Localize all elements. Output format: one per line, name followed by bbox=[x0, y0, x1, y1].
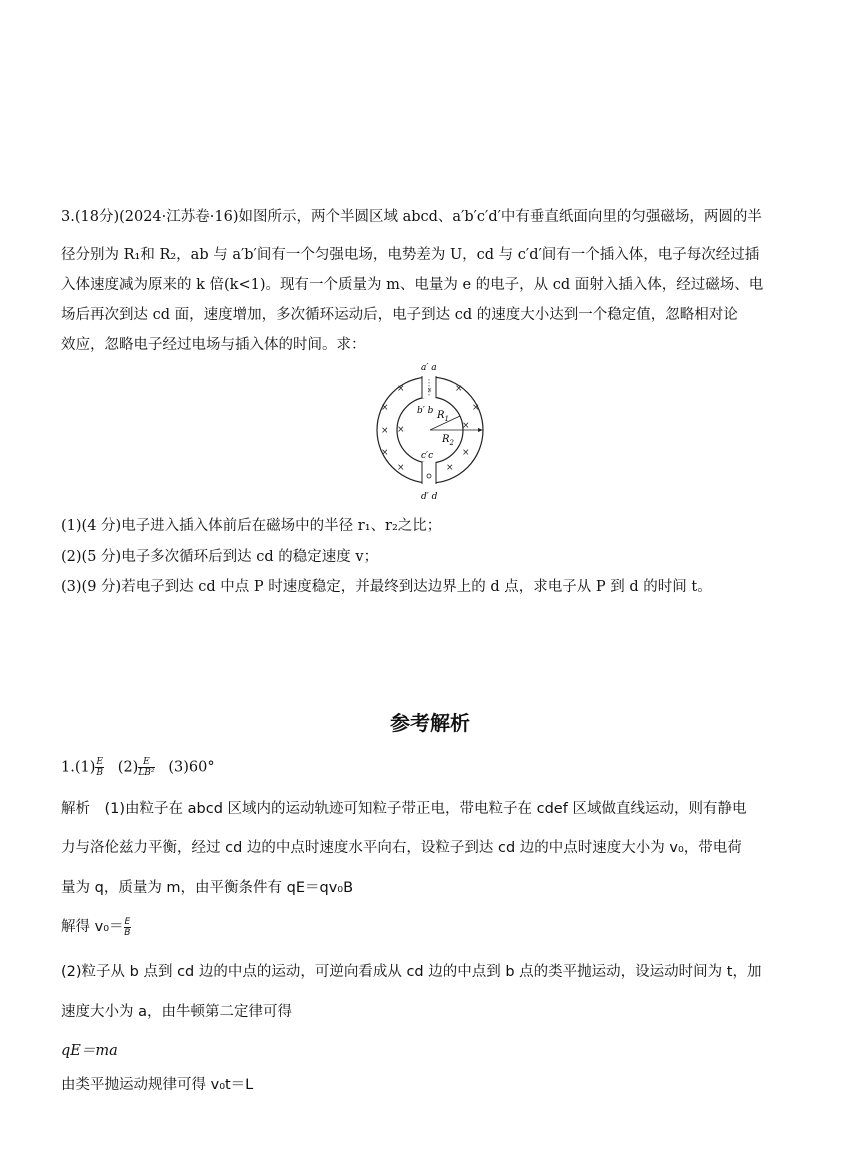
solution-p4: 解得 v₀＝ $\frac{E}{B}$ bbox=[61, 916, 131, 938]
magnetic-field-figure bbox=[370, 358, 495, 506]
cross: × bbox=[462, 421, 470, 431]
fraction: $\frac{E}{\text{LB²}}$ bbox=[138, 757, 155, 778]
solution-p6: 速度大小为 a，由牛顿第二定律可得 bbox=[61, 1004, 292, 1020]
cross: × bbox=[381, 403, 389, 413]
label-c: c′c bbox=[421, 451, 434, 461]
cross: × bbox=[455, 384, 463, 394]
question-1: (1)(4 分)电子进入插入体前后在磁场中的半径 r₁、r₂之比； bbox=[61, 518, 442, 534]
problem-line-5: 效应，忽略电子经过电场与插入体的时间。求： bbox=[61, 337, 366, 353]
solution-p8: 由类平抛运动规律可得 v₀t＝L bbox=[61, 1077, 254, 1093]
problem-line-4: 场后再次到达 cd 面，速度增加，多次循环运动后，电子到达 cd 的速度大小达到一个稳定值，忽略相对论 bbox=[61, 307, 738, 323]
cross: × bbox=[397, 384, 405, 394]
solution-p3: 量为 q，质量为 m，由平衡条件有 qE＝qv₀B bbox=[61, 880, 354, 896]
point-P bbox=[427, 474, 431, 478]
question-3: (3)(9 分)若电子到达 cd 中点 P 时速度稳定，并最终到达边界上的 d 点，求电子从 P 到 d 的时间 t。 bbox=[61, 579, 712, 595]
cross: × bbox=[381, 448, 389, 458]
label-top: a′ a bbox=[421, 363, 437, 373]
problem-line-2: 径分别为 R₁和 R₂，ab 与 a′b′间有一个匀强电场，电势差为 U，cd 与 c′d′间有一个插入体，电子每次经过插 bbox=[61, 247, 760, 263]
fraction: $\frac{E}{B}$ bbox=[124, 916, 131, 938]
cross: × bbox=[397, 425, 405, 435]
solution-p1: 解析 (1)由粒子在 abcd 区域内的运动轨迹可知粒子带正电，带电粒子在 cdef 区域做直线运动，则有静电 bbox=[61, 801, 747, 817]
label-b: b′ b bbox=[417, 406, 434, 416]
solution-p7: qE＝ma bbox=[61, 1043, 118, 1059]
solution-p5: (2)粒子从 b 点到 cd 边的中点的运动，可逆向看成从 cd 边的中点到 b 点的类平抛运动，设运动时间为 t，加 bbox=[61, 964, 762, 980]
cross: × bbox=[462, 448, 470, 458]
label-R2: $R_2$ bbox=[442, 434, 454, 447]
solution-p2: 力与洛伦兹力平衡，经过 cd 边的中点时速度水平向右，设粒子到达 cd 边的中点时速度大小为 v₀，带电荷 bbox=[61, 840, 742, 856]
problem-line-1: 3.(18分)(2024·江苏卷·16)如图所示，两个半圆区域 abcd、a′b′c′d′中有垂直纸面向里的匀强磁场，两圆的半 bbox=[61, 209, 762, 225]
cross: × bbox=[446, 463, 454, 473]
cross: × bbox=[427, 387, 433, 394]
cross: × bbox=[381, 426, 389, 436]
fraction: $\frac{E}{B}$ bbox=[96, 757, 103, 778]
question-2: (2)(5 分)电子多次循环后到达 cd 的稳定速度 v； bbox=[61, 549, 379, 565]
cross: × bbox=[397, 463, 405, 473]
problem-line-3: 入体速度减为原来的 k 倍(k<1)。现有一个质量为 m、电量为 e 的电子，从 cd 面射入插入体，经过磁场、电 bbox=[61, 277, 764, 293]
label-R1: $R_1$ bbox=[437, 410, 449, 423]
label-bottom: d′ d bbox=[421, 492, 438, 502]
section-heading: 参考解析 bbox=[390, 711, 470, 735]
cross: × bbox=[472, 403, 480, 413]
answer-line: 1.(1) $\frac{E}{B}$ (2) $\frac{E}{\text{LB²}}$ (3)60° bbox=[61, 757, 215, 778]
